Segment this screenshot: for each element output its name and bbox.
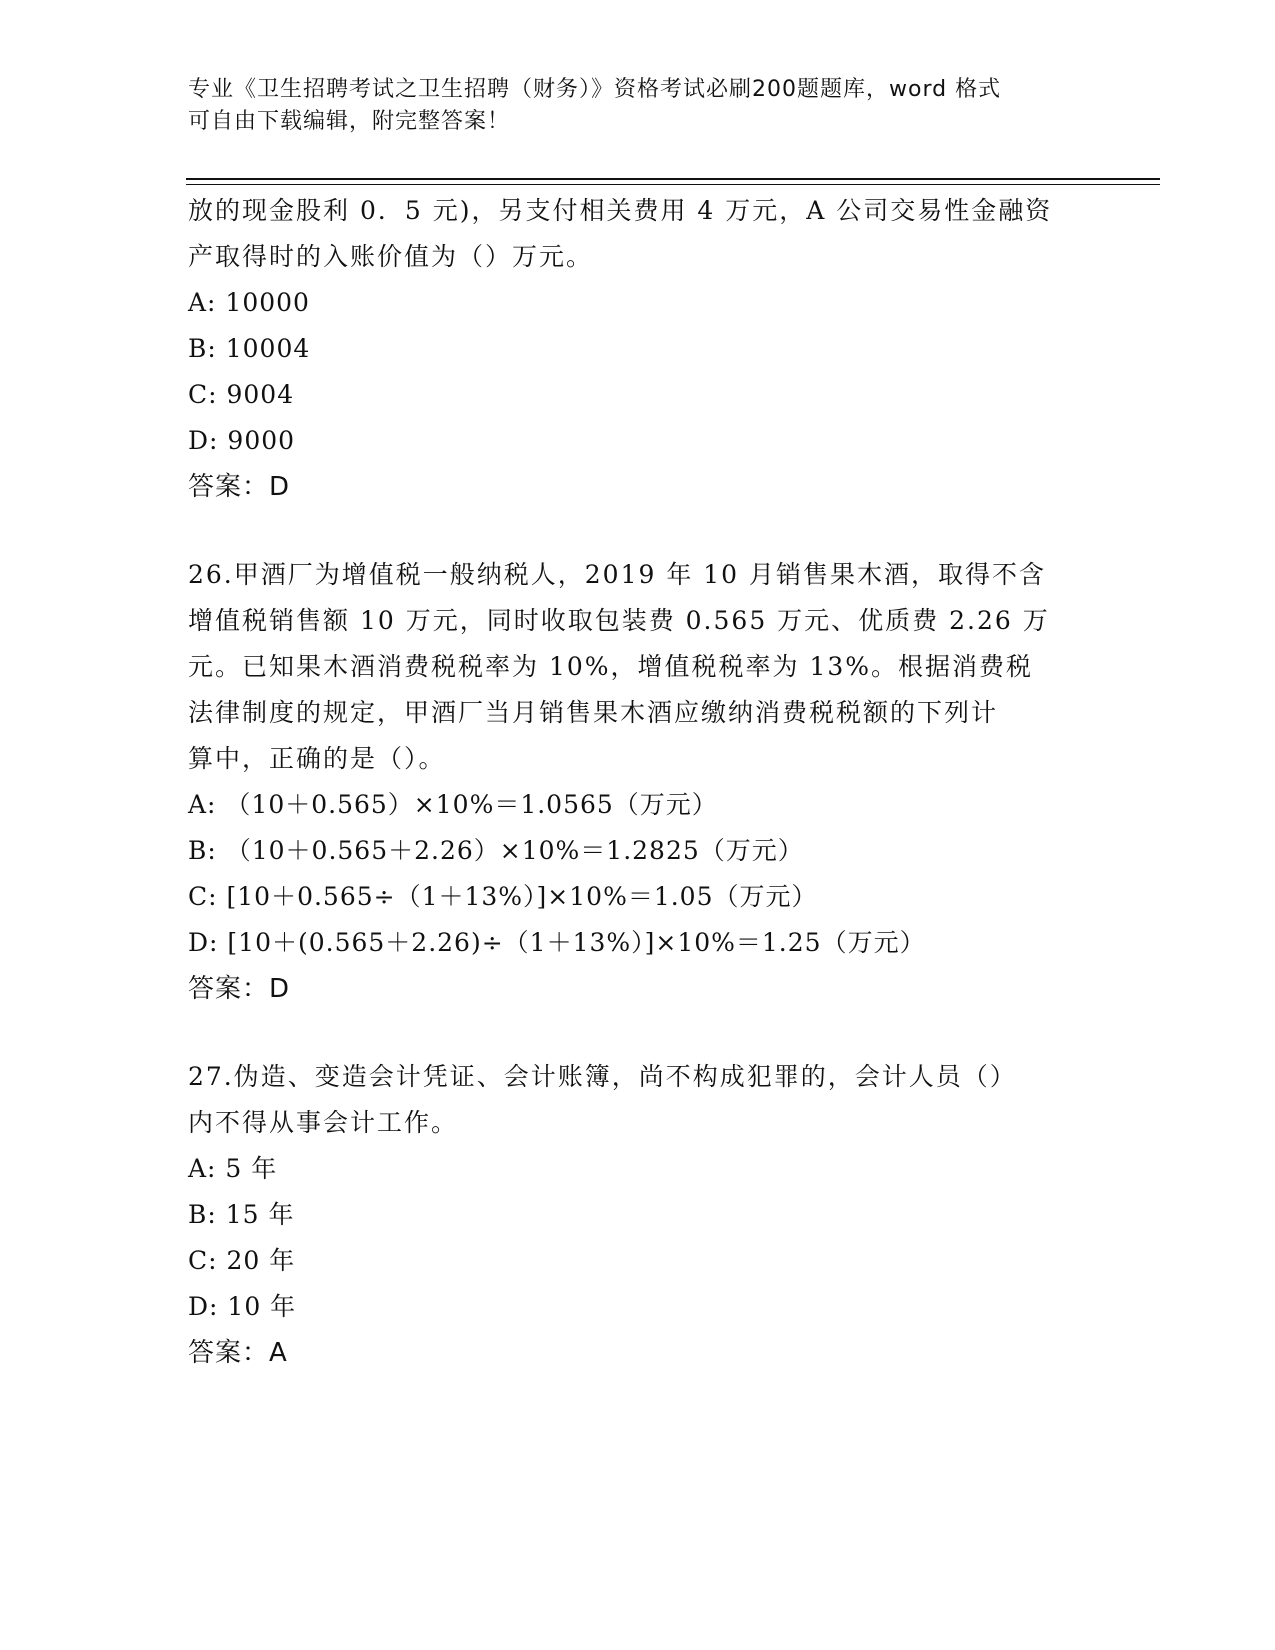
option-a: A: 5 年: [188, 1154, 278, 1183]
header-line-1: 专业《卫生招聘考试之卫生招聘（财务）》资格考试必刷200题题库，word 格式: [188, 77, 1002, 102]
answer-line: 答案：D: [188, 472, 291, 502]
question-spacer: [188, 510, 1088, 552]
question-text-line: 26.甲酒厂为增值税一般纳税人，2019 年 10 月销售果木酒，取得不含: [188, 560, 1047, 589]
option-d: D: [10＋(0.565＋2.26)÷（1＋13%）]×10%＝1.25（万元）: [188, 928, 926, 957]
option-b: B: （10＋0.565＋2.26）×10%＝1.2825（万元）: [188, 836, 804, 865]
question-text-line: 算中，正确的是（）。: [188, 744, 446, 773]
document-header: [188, 74, 1068, 138]
question-text-line: 27.伪造、变造会计凭证、会计账簿，尚不构成犯罪的，会计人员（）: [188, 1062, 1017, 1091]
option-b: B: 15 年: [188, 1200, 295, 1229]
question-text-line: 产取得时的入账价值为（）万元。: [188, 242, 594, 271]
question-text-line: 法律制度的规定，甲酒厂当月销售果木酒应缴纳消费税税额的下列计: [188, 698, 999, 727]
header-divider-thin: [186, 184, 1160, 185]
option-a: A: 10000: [188, 288, 310, 317]
answer-line: 答案：D: [188, 974, 291, 1004]
question-block: [188, 188, 1088, 510]
header-line-2: 可自由下载编辑，附完整答案！: [188, 109, 511, 134]
option-d: D: 9000: [188, 426, 296, 455]
question-text-line: 元。已知果木酒消费税税率为 10%，增值税税率为 13%。根据消费税: [188, 652, 1034, 681]
answer-line: 答案：A: [188, 1338, 288, 1368]
option-c: C: [10＋0.565÷（1＋13%）]×10%＝1.05（万元）: [188, 882, 818, 911]
header-divider-thick: [186, 178, 1160, 180]
option-c: C: 20 年: [188, 1246, 296, 1275]
document-body: [188, 188, 1088, 1376]
question-block: [188, 552, 1088, 1012]
option-c: C: 9004: [188, 380, 295, 409]
question-block: [188, 1054, 1088, 1376]
question-text-line: 放的现金股利 0．5 元)，另支付相关费用 4 万元，A 公司交易性金融资: [188, 196, 1053, 225]
option-b: B: 10004: [188, 334, 311, 363]
question-text-line: 内不得从事会计工作。: [188, 1108, 459, 1137]
question-spacer: [188, 1012, 1088, 1054]
option-d: D: 10 年: [188, 1292, 297, 1321]
question-text-line: 增值税销售额 10 万元，同时收取包装费 0.565 万元、优质费 2.26 万: [188, 606, 1050, 635]
option-a: A: （10＋0.565）×10%＝1.0565（万元）: [188, 790, 718, 819]
